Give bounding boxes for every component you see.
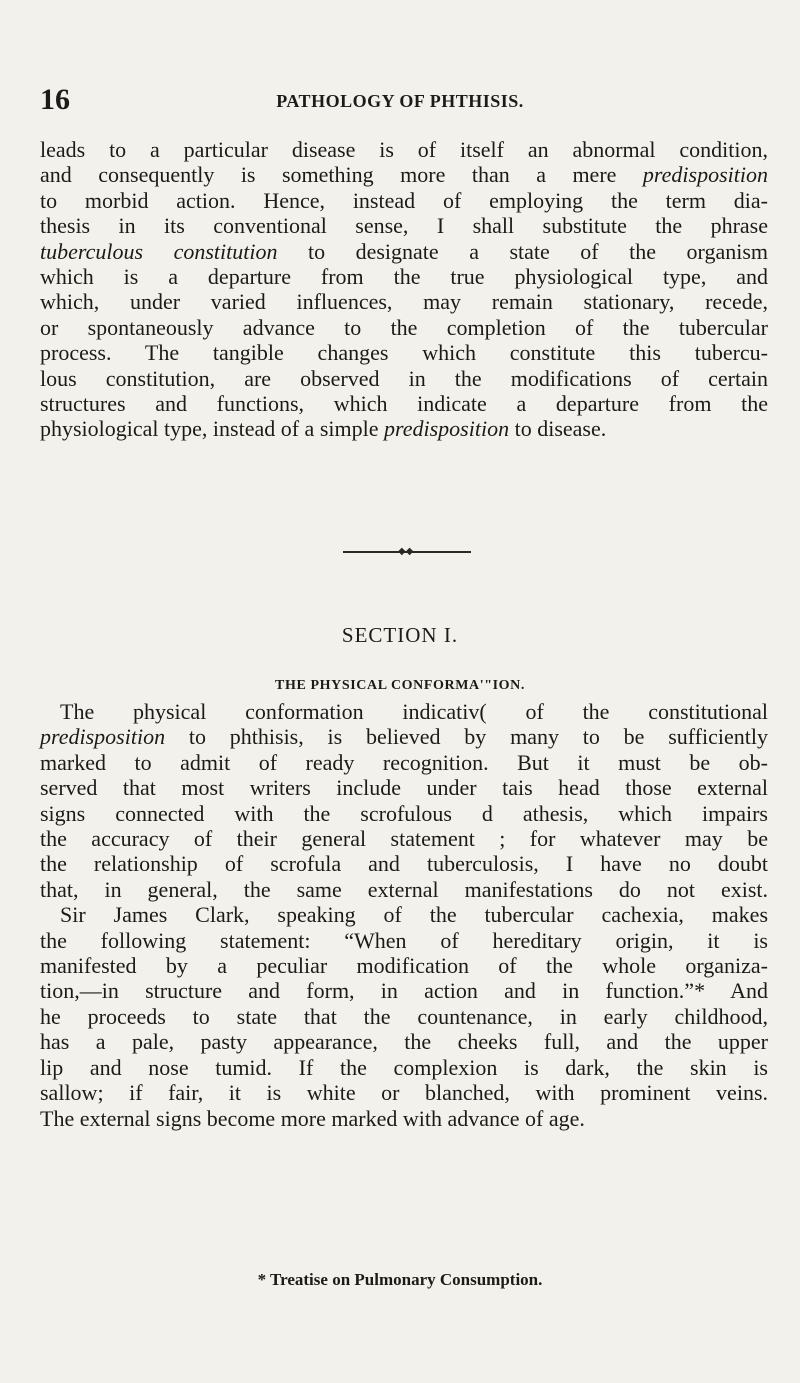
text-line: marked to admit of ready recognition. But it must be ob- <box>40 749 768 775</box>
text-line: thesis in its conventional sense, I shall substitute the phrase <box>40 213 768 239</box>
text-line: to morbid action. Hence, instead of employing the term dia- <box>40 187 768 213</box>
text-line: tuberculous constitution to designate a state of the organism <box>40 238 768 264</box>
text-line: predisposition to phthisis, is believed by many to be sufficiently <box>40 724 768 750</box>
text-line: lous constitution, are observed in the modifications of certain <box>40 365 768 391</box>
text-line: The external signs become more marked with advance of age. <box>40 1105 585 1131</box>
running-title: PATHOLOGY OF PHTHISIS. <box>276 91 524 111</box>
text-line: which is a departure from the true physiological type, and <box>40 264 768 290</box>
text-line: The physical conformation indicativ( of the constitutional <box>60 699 768 724</box>
text-line: tion,—in structure and form, in action and in function.”* And <box>40 978 768 1004</box>
text-line: and consequently is something more than a mere predisposition <box>40 162 768 188</box>
text-line: manifested by a peculiar modification of the whole organiza- <box>40 953 768 979</box>
text-line: he proceeds to state that the countenance, in early childhood, <box>40 1003 768 1029</box>
footnote: * Treatise on Pulmonary Consumption. <box>257 1270 543 1289</box>
section-heading: SECTION I. <box>341 623 459 647</box>
text-line: leads to a particular disease is of itself an abnormal condition, <box>40 137 768 162</box>
text-line: has a pale, pasty appearance, the cheeks full, and the upper <box>40 1029 768 1055</box>
text-line: that, in general, the same external manifestations do not exist. <box>40 876 768 902</box>
text-line: Sir James Clark, speaking of the tubercular cachexia, makes <box>60 902 768 928</box>
text-line: which, under varied influences, may remain stationary, recede, <box>40 289 768 315</box>
text-line: or spontaneously advance to the completion of the tubercular <box>40 314 768 340</box>
text-line: the relationship of scrofula and tuberculosis, I have no doubt <box>40 851 768 877</box>
divider-ornament-icon: ◆◆ <box>398 546 414 557</box>
paragraph-physical-conformation <box>40 699 768 1131</box>
section-subheading: THE PHYSICAL CONFORMA'"ION. <box>275 678 525 693</box>
running-head <box>40 82 760 118</box>
text-line: the accuracy of their general statement ; for whatever may be <box>40 826 768 852</box>
text-line: signs connected with the scrofulous d athesis, which impairs <box>40 800 768 826</box>
text-line: process. The tangible changes which constitute this tubercu- <box>40 340 768 366</box>
text-line: physiological type, instead of a simple predisposition to disease. <box>40 416 607 442</box>
text-line: the following statement: “When of hereditary origin, it is <box>40 927 768 953</box>
text-line: lip and nose tumid. If the complexion is dark, the skin is <box>40 1054 768 1080</box>
text-line: sallow; if fair, it is white or blanched, with prominent veins. <box>40 1080 768 1106</box>
text-line: served that most writers include under tais head those external <box>40 775 768 801</box>
text-line: structures and functions, which indicate a departure from the <box>40 391 768 417</box>
page-number: 16 <box>40 83 70 116</box>
paragraph-intro <box>40 137 768 442</box>
